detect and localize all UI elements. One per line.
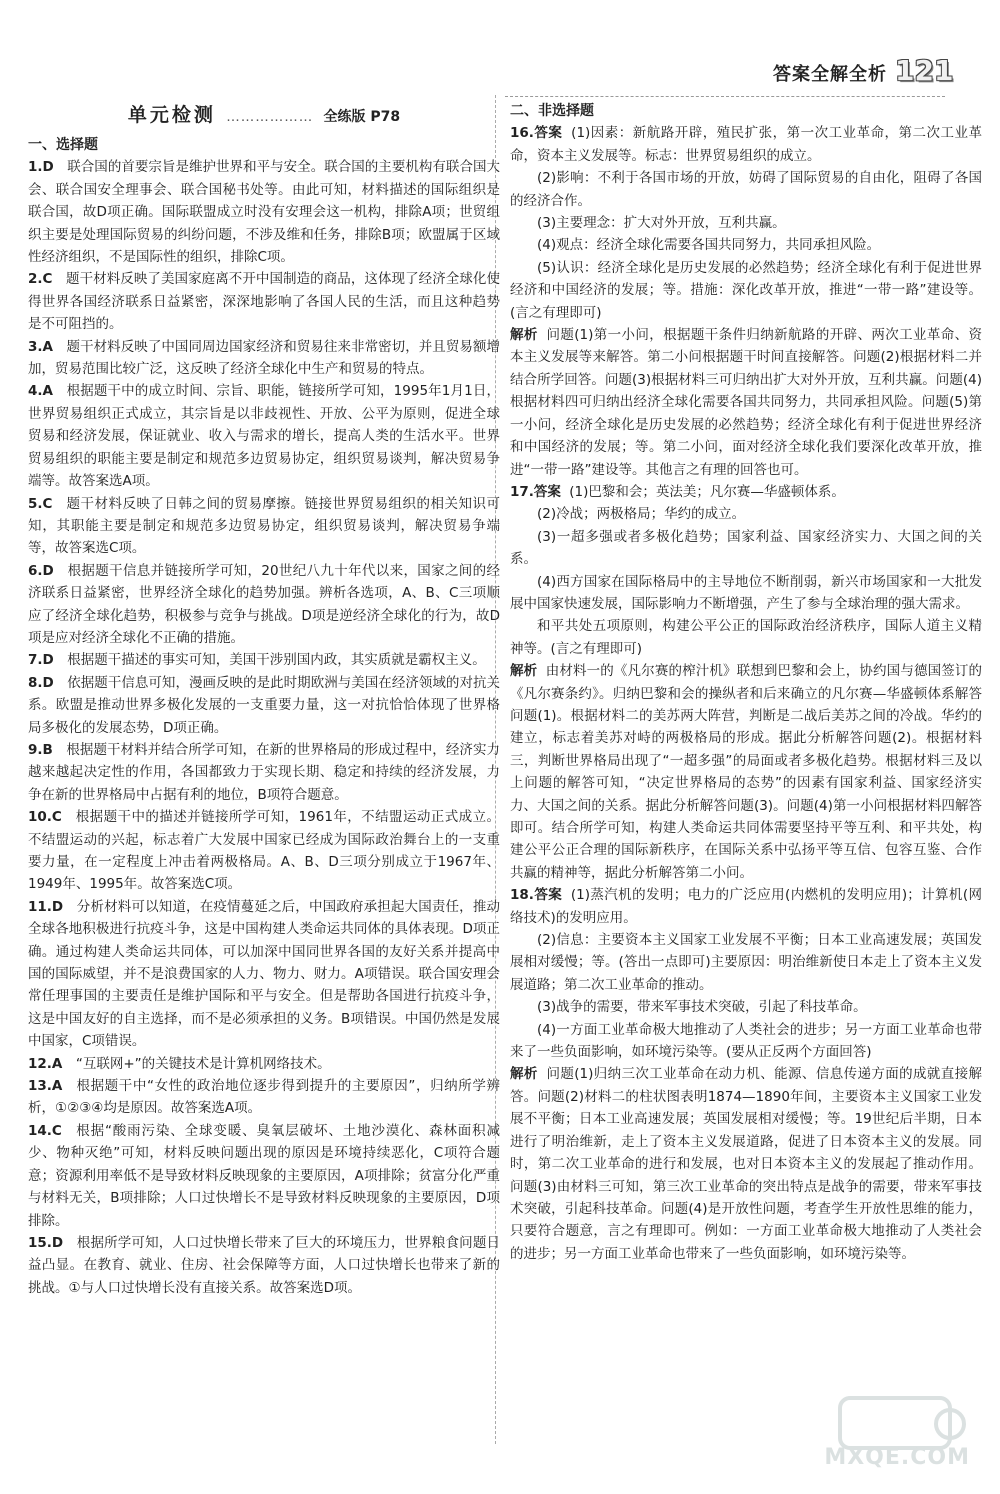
q18-analysis: 问题(1)归纳三次工业革命在动力机、能源、信息传递方面的成就直接解答。问题(2)材料二的柱状图表明1874—1890年间，主要资本主义国家工业发展不平衡；日本工业高速发展；英国发展相对缓慢；等。19世纪后半期，日本进行了明治维新，走上了资本主义发展道路，促进了日本资本主义的发展。同时，第二次工业革命的进行和发展，也对日本资本主义的发展起了推动作用。问题(3)由材料三可知，第三次工业革命的突出特点是战争的需要，带来军事技术突破，引起科技革命。问题(4)是开放性问题，考查学生开放性思维的能力，只要符合题意，言之有理即可。例如：一方面工业革命极大地推动了人类社会的进步；另一方面工业革命也带来了一些负面影响，如环境污染等。: [510, 1066, 983, 1262]
q18-number: 18.: [510, 887, 534, 904]
choice-answer-number: 8.D: [28, 674, 54, 691]
unit-title-main: 单元检测: [127, 104, 216, 126]
q17-analysis-tag: 解析: [510, 663, 538, 680]
q17-answer-1: (1)巴黎和会；英法美；凡尔赛—华盛顿体系。: [569, 483, 845, 500]
choice-answer-number: 12.A: [28, 1055, 63, 1072]
choice-answer-item: [28, 649, 500, 671]
choice-answer-text: 根据题干信息并链接所学可知，20世纪八九十年代以来，国家之间的经济联系日益紧密，世界经济全球化的趋势加强。辨析各选项，A、B、C三项顺应了经济全球化趋势，积极参与竞争与挑战。D项是逆经济全球化的行为，故D项是应对经济全球化不正确的措施。: [28, 562, 500, 646]
header-title: 答案全解全析: [773, 64, 887, 85]
choice-answer-number: 1.D: [28, 159, 54, 176]
q16-answer-tag: 答案: [533, 125, 563, 142]
q18-answer-3: (3)战争的需要，带来军事技术突破，引起了科技革命。: [537, 999, 867, 1016]
choice-answer-list: [28, 156, 500, 1299]
choice-answer-number: 11.D: [28, 898, 64, 915]
choice-answer-number: 4.A: [28, 383, 53, 400]
choice-answer-item: [28, 1120, 500, 1232]
choice-answer-item: [28, 336, 500, 381]
q17-analysis: 由材料一的《凡尔赛的榨汁机》联想到巴黎和会上，协约国与德国签订的《凡尔赛条约》。归纳巴黎和会的操纵者和后来确立的凡尔赛—华盛顿体系解答问题(1)。根据材料二的美苏两大阵营，判断是二战后美苏之间的冷战。华约的建立，标志着美苏对峙的两极格局的形成。据此分析解答问题(2)。根据材料三，判断世界格局出现了“一超多强”的局面或者多极化趋势。根据材料三及以上问题的解答可知，“决定世界格局的态势”的因素有国家利益、国家经济实力、大国之间的关系。据此分析解答问题(3)。问题(4)第一小问根据材料四解答即可。结合所学可知，构建人类命运共同体需要坚持平等互利、和平共处，构建公平公正合理的国际新秩序，在国际关系中弘扬平等互信、包容互鉴、合作共赢的精神等，据此分析解答第二小问。: [510, 663, 983, 881]
q18-answer-tag: 答案: [533, 887, 563, 904]
unit-title-ref: 全练版 P78: [323, 109, 401, 125]
choice-answer-text: 题干材料反映了美国家庭离不开中国制造的商品，这体现了经济全球化使得世界各国经济联系日益紧密，深深地影响了各国人民的生活，而且这种趋势是不可阻挡的。: [28, 271, 500, 333]
q17-answer-3: (3)一超多强或者多极化趋势；国家利益、国家经济实力、大国之间的关系。: [510, 528, 982, 568]
q16-answer-3: (3)主要理念：扩大对外开放，互利共赢。: [537, 215, 786, 232]
q18-analysis-tag: 解析: [510, 1066, 538, 1083]
choice-answer-number: 14.C: [28, 1122, 62, 1139]
choice-answer-number: 15.D: [28, 1234, 64, 1251]
page-header: [505, 50, 954, 97]
choice-answer-number: 2.C: [28, 271, 53, 288]
choice-answer-item: [28, 806, 500, 896]
q16-analysis-tag: 解析: [510, 327, 538, 344]
choice-answer-number: 6.D: [28, 562, 54, 579]
q16-answer-4: (4)观点：经济全球化需要各国共同努力，共同承担风险。: [537, 237, 881, 254]
choice-answer-item: [28, 739, 500, 806]
choice-answer-number: 9.B: [28, 741, 53, 758]
q16-answer-1: (1)因素：新航路开辟，殖民扩张，第一次工业革命，第二次工业革命，资本主义发展等。标志：世界贸易组织的成立。: [510, 125, 982, 164]
right-column: [510, 100, 982, 1265]
q17-answer-tag: 答案: [533, 483, 561, 500]
choice-answer-item: [28, 268, 500, 335]
choice-answer-number: 13.A: [28, 1078, 63, 1095]
unit-title-dots: ………………: [226, 109, 314, 125]
section-nonchoice: 二、非选择题: [510, 103, 594, 119]
q18-answer-2: (2)信息：主要资本主义国家工业发展不平衡；日本工业高速发展；英国发展相对缓慢；等。(答出一点即可)主要原因：明治维新使日本走上了资本主义发展道路；第二次工业革命的推动。: [510, 932, 982, 993]
choice-answer-item: [28, 1053, 500, 1075]
choice-answer-number: 5.C: [28, 495, 53, 512]
page-number: 121: [895, 54, 954, 87]
watermark-text: MXQE.COM: [824, 1445, 970, 1470]
choice-answer-text: 根据所学可知，人口过快增长带来了巨大的环境压力，世界粮食问题日益凸显。在教育、就业、住房、社会保障等方面，人口过快增长也带来了新的挑战。①与人口过快增长没有直接关系。故答案选D项。: [28, 1234, 500, 1296]
choice-answer-text: 根据“酸雨污染、全球变暖、臭氧层破坏、土地沙漠化、森林面积减少、物种灭绝”可知，材料反映问题出现的原因是环境持续恶化，C项符合题意；资源利用率低不是导致材料反映现象的主要原因，A项排除；贫富分化严重与材料无关，B项排除；人口过快增长不是导致材料反映现象的主要原因，D项排除。: [28, 1122, 500, 1229]
q18-answer-4: (4)一方面工业革命极大地推动了人类社会的进步；另一方面工业革命也带来了一些负面影响，如环境污染等。(要从正反两个方面回答): [510, 1021, 982, 1061]
q16-analysis: 问题(1)第一小问，根据题干条件归纳新航路的开辟、两次工业革命、资本主义发展等来解答。第二小问根据题干时间直接解答。问题(2)根据材料二并结合所学回答。问题(3)根据材料三可归纳出扩大对外开放，互利共赢。问题(4)根据材料四可归纳出经济全球化需要各国共同努力，共同承担风险。问题(5)第一小问，经济全球化是历史发展的必然趋势；经济全球化有利于促进世界经济和中国经济的发展；等。第二小问，面对经济全球化我们要深化改革开放，推进“一带一路”建设等。其他言之有理的回答也可。: [510, 327, 983, 478]
section-choice: 一、选择题: [28, 137, 98, 153]
choice-answer-text: 根据题干中“女性的政治地位逐步得到提升的主要原因”，归纳所学辨析，①②③④均是原因。故答案选A项。: [28, 1078, 500, 1117]
choice-answer-number: 10.C: [28, 809, 62, 826]
question-16: [510, 122, 982, 481]
choice-answer-text: 分析材料可以知道，在疫情蔓延之后，中国政府承担起大国责任，推动全球各地积极进行抗疫斗争，这是中国构建人类命运共同体的具体表现。D项正确。通过构建人类命运共同体，可以加深中国同世界各国的友好关系并提高中国的国际威望，并不是浪费国家的人力、物力、财力。A项错误。联合国安理会常任理事国的主要责任是维护国际和平与安全。但是帮助各国进行抗疫斗争，这是中国友好的自主选择，而不是必须承担的义务。B项错误。中国仍然是发展中国家，C项错误。: [28, 898, 500, 1050]
choice-answer-number: 7.D: [28, 652, 54, 669]
choice-answer-item: [28, 493, 500, 560]
q16-answer-2: (2)影响：不利于各国市场的开放，妨碍了国际贸易的自由化，阻碍了各国的经济合作。: [510, 170, 982, 209]
choice-answer-text: 题干材料反映了日韩之间的贸易摩擦。链接世界贸易组织的相关知识可知，其职能主要是制定和规范多边贸易协定，组织贸易谈判，解决贸易争端等，故答案选C项。: [28, 495, 500, 557]
question-17: [510, 481, 982, 884]
left-column: [28, 100, 500, 1299]
choice-answer-text: 根据题干描述的事实可知，美国干涉别国内政，其实质就是霸权主义。: [67, 652, 486, 669]
q16-number: 16.: [510, 125, 534, 142]
choice-answer-number: 3.A: [28, 338, 53, 355]
choice-answer-text: “互联网+”的关键技术是计算机网络技术。: [75, 1055, 331, 1072]
unit-title: [28, 100, 500, 130]
choice-answer-text: 根据题干中的描述并链接所学可知，1961年，不结盟运动正式成立。不结盟运动的兴起，标志着广大发展中国家已经成为国际政治舞台上的一支重要力量，在一定程度上冲击着两极格局。A、B、D三项分别成立于1967年、1949年、1995年。故答案选C项。: [28, 809, 500, 893]
choice-answer-text: 根据题干材料并结合所学可知，在新的世界格局的形成过程中，经济实力越来越起决定性的作用，各国都致力于实现长期、稳定和持续的经济发展，力争在新的世界格局中占据有利的地位，B项符合题意。: [28, 741, 500, 803]
choice-answer-item: [28, 380, 500, 492]
choice-answer-item: [28, 672, 500, 739]
choice-answer-item: [28, 896, 500, 1053]
watermark-logo: [820, 1394, 970, 1474]
q17-answer-2: (2)冷战；两极格局；华约的成立。: [537, 506, 746, 523]
choice-answer-item: [28, 560, 500, 650]
question-18: [510, 884, 982, 1265]
q16-answer-5: (5)认识：经济全球化是历史发展的必然趋势；经济全球化有利于促进世界经济和中国经济的发展；等。措施：深化改革开放，推进“一带一路”建设等。(言之有理即可): [510, 259, 982, 321]
q18-answer-1: (1)蒸汽机的发明；电力的广泛应用(内燃机的发明应用)；计算机(网络技术)的发明应用。: [510, 887, 982, 926]
choice-answer-text: 联合国的首要宗旨是维护世界和平与安全。联合国的主要机构有联合国大会、联合国安全理事会、联合国秘书处等。由此可知，材料描述的国际组织是联合国，故D项正确。国际联盟成立时没有安理会这一机构，排除A项；世贸组织主要是处理国际贸易的纠纷问题，不涉及维和任务，排除B项；欧盟属于区域性经济组织，不是国际性的组织，排除C项。: [28, 159, 500, 266]
choice-answer-text: 根据题干中的成立时间、宗旨、职能，链接所学可知，1995年1月1日，世界贸易组织正式成立，其宗旨是以非歧视性、开放、公平为原则，促进全球贸易和经济发展，保证就业、收入与需求的增长，提高人类的生活水平。世界贸易组织的职能主要是制定和规范多边贸易协定，组织贸易谈判，解决贸易争端等。故答案选A项。: [28, 383, 500, 490]
choice-answer-item: [28, 1232, 500, 1299]
choice-answer-text: 依据题干信息可知，漫画反映的是此时期欧洲与美国在经济领域的对抗关系。欧盟是推动世界多极化发展的一支重要力量，这一对抗恰恰体现了世界格局多极化的发展态势，D项正确。: [28, 674, 500, 736]
choice-answer-text: 题干材料反映了中国同周边国家经济和贸易往来非常密切，并且贸易额增加，贸易范围比较广泛，这反映了经济全球化中生产和贸易的特点。: [28, 338, 500, 378]
q17-answer-5: 和平共处五项原则，构建公平公正的国际政治经济秩序，国际人道主义精神等。(言之有理即可): [510, 618, 982, 657]
q17-answer-4: (4)西方国家在国际格局中的主导地位不断削弱，新兴市场国家和一大批发展中国家快速发展，国际影响力不断增强，产生了参与全球治理的强大需求。: [510, 573, 982, 612]
q17-number: 17.: [510, 483, 534, 500]
choice-answer-item: [28, 156, 500, 268]
choice-answer-item: [28, 1075, 500, 1120]
